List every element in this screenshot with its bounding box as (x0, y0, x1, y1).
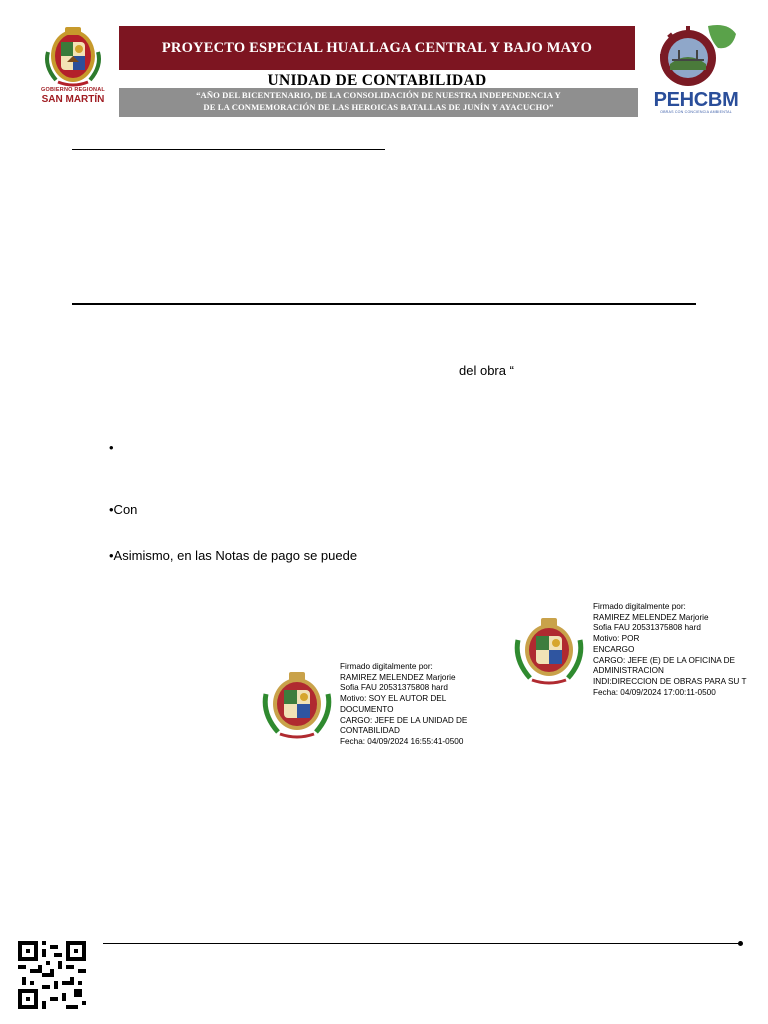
project-banner (119, 26, 635, 70)
sig2-line: Firmado digitalmente por: (340, 662, 433, 671)
year-motto (119, 89, 638, 113)
year-motto-line1: “AÑO DEL BICENTENARIO, DE LA CONSOLIDACIÓN DE NUESTRA INDEPENDENCIA Y (196, 90, 561, 100)
bullet-item-3: •Asimismo, en las Notas de pago se puede (109, 548, 358, 563)
sig1-line: CARGO: JEFE (E) DE LA OFICINA DE (593, 655, 735, 665)
short-divider (72, 149, 385, 150)
sig2-line: CONTABILIDAD (340, 726, 400, 736)
long-divider (72, 303, 696, 305)
sig1-line: INDI:DIRECCION DE OBRAS PARA SU T (593, 676, 747, 686)
sig1-line: Sofia FAU 20531375808 hard (593, 623, 701, 633)
regional-seal-icon (260, 666, 334, 742)
sig2-line: RAMIREZ MELENDEZ Marjorie (340, 672, 456, 682)
sig2-line: Sofia FAU 20531375808 hard (340, 683, 448, 693)
footer-divider-endpoint (738, 941, 743, 946)
regional-seal-icon (512, 612, 586, 688)
banner-title: PROYECTO ESPECIAL HUALLAGA CENTRAL Y BAJO MAYO (161, 39, 593, 56)
unit-title: UNIDAD DE CONTABILIDAD (267, 72, 487, 89)
sig1-line: Firmado digitalmente por: (593, 602, 686, 611)
bullet-item-1: • (109, 440, 114, 455)
year-motto-line2: DE LA CONMEMORACIÓN DE LAS HEROICAS BATALLAS DE JUNÍN Y AYACUCHO” (203, 102, 554, 112)
qr-code-icon (18, 941, 86, 1009)
del-obra-fragment: del obra “ (459, 363, 514, 378)
footer-divider (103, 943, 741, 944)
sig2-line: Motivo: SOY EL AUTOR DEL (340, 694, 447, 704)
bullet-item-2: •Con (109, 502, 138, 517)
pehcbm-tagline: OBRAS CON CONCIENCIA AMBIENTAL (660, 110, 732, 114)
digital-signature-1 (593, 602, 768, 698)
sig2-line: CARGO: JEFE DE LA UNIDAD DE (340, 715, 468, 725)
sig1-line: Motivo: POR (593, 634, 640, 644)
gobierno-regional-label (38, 88, 108, 105)
sig2-line: DOCUMENTO (340, 704, 394, 714)
gobierno-regional-line1: GOBIERNO REGIONAL (41, 87, 105, 93)
sig2-line: Fecha: 04/09/2024 16:55:41-0500 (340, 736, 464, 746)
digital-signature-2 (340, 662, 500, 748)
gobierno-regional-line2: SAN MARTÍN (41, 93, 105, 105)
pehcbm-logo-icon (648, 20, 740, 90)
sig1-line: ADMINISTRACION (593, 666, 664, 676)
sig1-line: RAMIREZ MELENDEZ Marjorie (593, 612, 709, 622)
sig1-line: Fecha: 04/09/2024 17:00:11-0500 (593, 687, 716, 697)
pehcbm-name: PEHCBM (653, 89, 739, 111)
sig1-line: ENCARGO (593, 644, 635, 654)
